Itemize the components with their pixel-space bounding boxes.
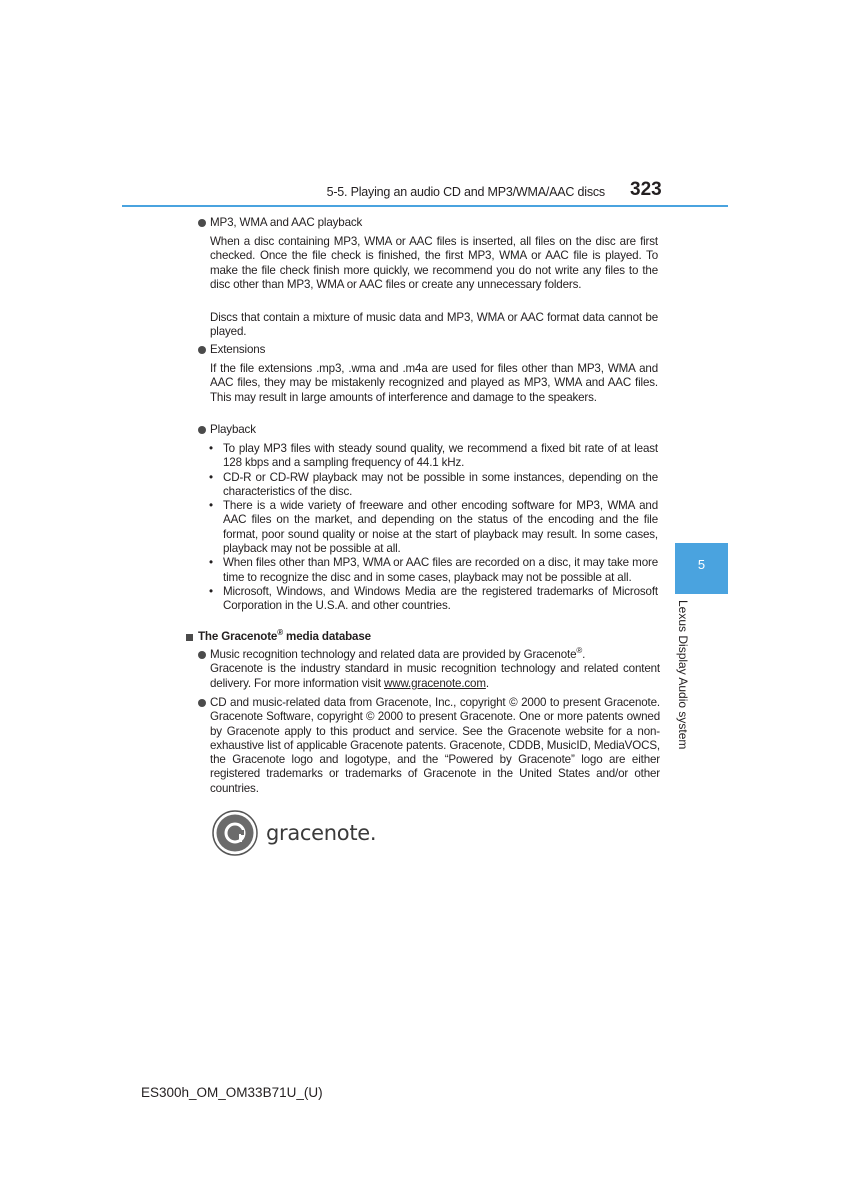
mp3-heading xyxy=(198,216,362,230)
gracenote-heading-text: The Gracenote® media database xyxy=(198,628,371,643)
bullet-dot-icon xyxy=(198,219,206,227)
list-item: • To play MP3 files with steady sound quality, we recommend a fixed bit rate of at least 128 kbps and a sampling frequency of 44.1 kHz. xyxy=(209,442,658,470)
playback-heading-text: Playback xyxy=(210,423,256,436)
gracenote-logo xyxy=(212,810,376,856)
footer-code: ES300h_OM_OM33B71U_(U) xyxy=(141,1085,323,1100)
extensions-heading xyxy=(198,343,265,357)
extensions-paragraph: If the file extensions .mp3, .wma and .m4a are used for files other than MP3, WMA and AAC files, they may be mistakenly recognized and played as MP3, WMA and AAC files. This may result in large amounts of interference and damage to the speakers. xyxy=(210,362,658,404)
mp3-paragraph-1: When a disc containing MP3, WMA or AAC files is inserted, all files on the disc are first checked. Once the file check is finished, the first MP3, WMA or AAC file is played. To make the file check finish more quickly, we recommend you do not write any files to the disc other than MP3, WMA or AAC files or create any unnecessary folders. xyxy=(210,235,658,291)
mp3-heading-text: MP3, WMA and AAC playback xyxy=(210,216,363,229)
gracenote-item-1 xyxy=(198,648,660,691)
header-rule xyxy=(122,205,728,207)
extensions-heading-text: Extensions xyxy=(210,343,266,356)
list-item: • When files other than MP3, WMA or AAC files are recorded on a disc, it may take more time to recognize the disc and in some cases, playback may not be possible at all. xyxy=(209,556,658,584)
gracenote-logo-icon xyxy=(212,810,258,856)
gracenote-wordmark: gracenote. xyxy=(266,821,377,845)
list-item: • CD-R or CD-RW playback may not be possible in some instances, depending on the characteristics of the disc. xyxy=(209,470,658,498)
gracenote-website-link[interactable]: www.gracenote.com xyxy=(384,676,486,690)
bullet-dot-icon xyxy=(198,426,206,434)
square-bullet-icon xyxy=(186,634,193,641)
bullet-dot-icon xyxy=(198,651,206,659)
chapter-title-text: Lexus Display Audio system xyxy=(676,600,690,750)
mp3-paragraph-2: Discs that contain a mixture of music data and MP3, WMA or AAC format data cannot be played. xyxy=(210,311,658,339)
gracenote-item-1-body: Gracenote is the industry standard in music recognition technology and related content delivery. For more information visit www.gracenote.com. xyxy=(210,662,660,690)
page-number: 323 xyxy=(630,179,662,200)
bullet-dot-icon xyxy=(198,699,206,707)
playback-heading xyxy=(198,423,256,437)
playback-list xyxy=(208,442,658,614)
gracenote-item-1-line1: Music recognition technology and related data are provided by Gracenote®. xyxy=(210,646,586,661)
chapter-tab: 5 xyxy=(675,543,728,594)
list-item: • Microsoft, Windows, and Windows Media are the registered trademarks of Microsoft Corporation in the U.S.A. and other countries. xyxy=(209,584,658,613)
list-item: • There is a wide variety of freeware and other encoding software for MP3, WMA and AAC files on the market, and depending on the status of the encoding and the file format, poor sound quality or noise at the start of playback may result. In some cases, playback may not be possible at all. xyxy=(209,499,658,556)
bullet-dot-icon xyxy=(198,346,206,354)
gracenote-item-2 xyxy=(198,696,660,796)
chapter-title-vertical xyxy=(676,600,696,770)
header-section-title: 5-5. Playing an audio CD and MP3/WMA/AAC discs xyxy=(326,185,605,199)
gracenote-heading xyxy=(186,630,371,644)
gracenote-item-2-text: CD and music-related data from Gracenote, Inc., copyright © 2000 to present Gracenote. Gracenote Software, copyright © 2000 to present Gracenote. One or more patents owned by Gracenote apply to this product and service. See the Gracenote website for a non-exhaustive list of applicable Gracenote patents. Gracenote, CDDB, MusicID, MediaVOCS, the Gracenote logo and logotype, and the “Powered by Gracenote” logo are either registered trademarks or trademarks of Gracenote in the United States and/or other countries. xyxy=(210,696,660,795)
